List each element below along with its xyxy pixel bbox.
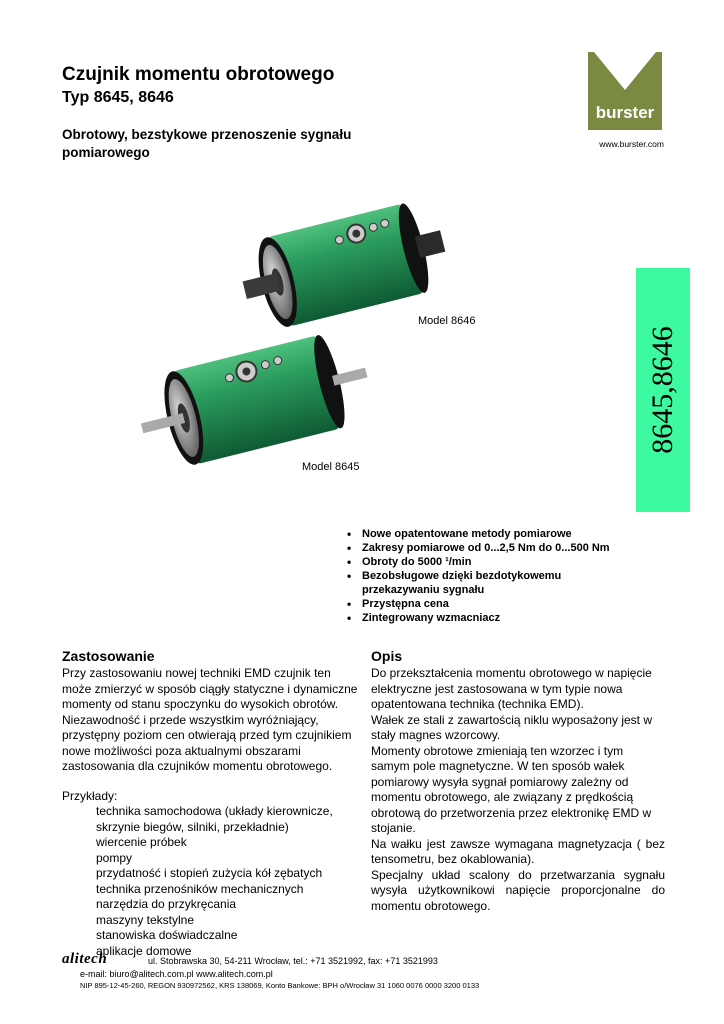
paragraph: Do przekształcenia momentu obrotowego w napięcie elektryczne jest zastosowana w tym typie nowa opatentowana technika (technika EMD). — [371, 666, 652, 711]
feature-list — [344, 527, 624, 625]
example-item: aplikacje domowe — [96, 943, 192, 958]
example-item: pompy — [96, 850, 133, 865]
side-tab — [636, 268, 690, 512]
feature-item: • Zakresy pomiarowe od 0...2,5 Nm do 0...500 Nm — [344, 541, 624, 555]
caption-model-8646: Model 8646 — [418, 315, 476, 327]
footer-registration: NIP 895-12-45-260, REGON 930972562, KRS 138069, Konto Bankowe: BPH o/Wrocław 31 1060 0076 0000 3200 0133 — [80, 981, 480, 990]
paragraph: Niezawodność i przede wszystkim wyróżniający, przystępny poziom cen otwierają przed tym czujnikiem nowe możliwości poza aktualnymi obszarami zastosowania dla czujników momentu obrotowego. — [62, 712, 352, 773]
product-photo — [124, 188, 488, 494]
brand-url: www.burster.com — [599, 139, 664, 149]
side-tab-label: 8645,8646 — [646, 326, 679, 454]
left-column — [62, 666, 358, 959]
paragraph: Specjalny układ scalony do przetwarzania sygnału wysyła użytkownikowi napięcie proporcjonalne do momentu obrotowego. — [371, 867, 665, 913]
example-item: przydatność i stopień zużycia kół zębatych — [96, 866, 323, 880]
page-title: Czujnik momentu obrotowego — [62, 64, 335, 85]
feature-item: • Obroty do 5000 ¹/min — [344, 555, 624, 569]
sensor-8645-image — [131, 326, 378, 475]
footer-contact: e-mail: biuro@alitech.com.pl www.alitech.com.pl — [80, 969, 273, 979]
example-item: technika samochodowa (układy kierownicze, skrzynie biegów, silniki, przekładnie) — [96, 804, 333, 834]
example-item: stanowiska doświadczalne — [96, 928, 238, 942]
tagline: Obrotowy, bezstykowe przenoszenie sygnału pomiarowego — [62, 127, 352, 160]
logo-text: burster — [595, 103, 655, 122]
example-item: maszyny tekstylne — [96, 912, 195, 927]
footer-address: ul. Stobrawska 30, 54-211 Wrocław, tel.: +71 3521992, fax: +71 3521993 — [148, 956, 438, 966]
example-item: narzędzia do przykręcania — [96, 897, 237, 911]
feature-item: • Nowe opatentowane metody pomiarowe — [344, 527, 624, 541]
caption-model-8645: Model 8645 — [302, 461, 360, 473]
feature-item: • Zintegrowany wzmacniacz — [344, 611, 624, 625]
example-item: wiercenie próbek — [96, 835, 187, 849]
page-subtitle: Typ 8645, 8646 — [62, 89, 174, 106]
burster-logo — [588, 52, 662, 130]
paragraph: Na wałku jest zawsze wymagana magnetyzacja ( bez tensometru, bez okablowania). — [371, 836, 665, 866]
feature-item: • Przystępna cena — [344, 597, 624, 611]
example-item: technika przenośników mechanicznych — [96, 881, 304, 896]
alitech-logo: alitech — [62, 951, 108, 967]
section-heading-opis: Opis — [371, 648, 403, 664]
paragraph: Wałek ze stali z zawartością niklu wyposażony jest w stały magnes wzorcowy. — [371, 712, 652, 742]
section-heading-zastosowanie: Zastosowanie — [62, 648, 155, 664]
right-column — [371, 666, 665, 914]
feature-item: • Bezobsługowe dzięki bezdotykowemu przekazywaniu sygnału — [344, 569, 624, 597]
paragraph: Momenty obrotowe zmieniają ten wzorzec i tym samym pole magnetyczne. W ten sposób wałek pomiarowy wysyła sygnał pomiarowy zależny od momentu obrotowego, ale związany z prędkością obrotową do przetworzenia przez elektronikę EMD w stojanie. — [371, 743, 652, 835]
paragraph: Przy zastosowaniu nowej techniki EMD czujnik ten może zmierzyć w sposób ciągły statyczne i dynamiczne momenty od stanu spoczynku do wysokich obrotów. — [62, 666, 358, 711]
examples-list — [62, 804, 358, 959]
examples-label: Przykłady: — [62, 788, 118, 803]
